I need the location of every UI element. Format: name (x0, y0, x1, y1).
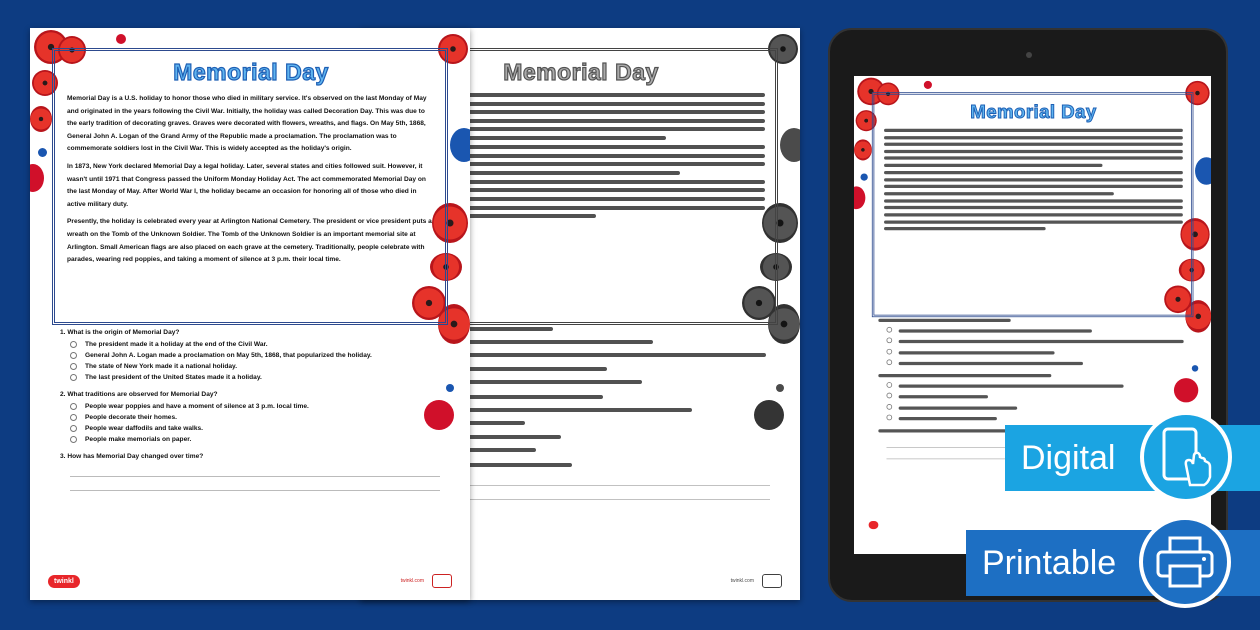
footer-text: twinkl.com (730, 578, 754, 584)
text-placeholder-line (884, 136, 1183, 139)
dot-decoration (780, 128, 800, 162)
text-placeholder-line (899, 417, 997, 420)
footer-text: twinkl.com (400, 578, 424, 584)
answer-line[interactable] (70, 477, 440, 491)
paragraph (884, 199, 1183, 230)
worksheet-title: Memorial Day (503, 59, 659, 85)
option-label: The president made it a holiday at the end of the Civil War. (85, 341, 268, 348)
text-placeholder-line (899, 384, 1124, 387)
printable-label: Printable (982, 543, 1117, 582)
radio-button[interactable] (886, 382, 892, 388)
text-placeholder-line (884, 199, 1183, 202)
answer-option[interactable] (70, 373, 440, 383)
answer-option[interactable] (886, 337, 1186, 347)
radio-button[interactable] (886, 360, 892, 366)
option-label (899, 359, 1187, 369)
question: 3. How has Memorial Day changed over time? (60, 453, 204, 460)
text-placeholder-line (899, 406, 1017, 409)
paragraph: Presently, the holiday is celebrated every year at Arlington National Cemetery. The president or vice president puts a wreath on the Tomb of the Unknown Soldier. The Tomb of the Unknown Soldier is an important memorial site at Arlington. Small American flags are also placed on each grave at the cemetery. Traditionally, people celebrate with parades, wearing red poppies, and taking a moment of silence at 3 p.m. their local time. (67, 218, 432, 264)
digital-label: Digital (1021, 438, 1116, 477)
paragraph (884, 171, 1183, 195)
option-label (899, 381, 1187, 391)
tablet-touch-icon (1140, 411, 1232, 503)
dot-decoration (1192, 365, 1198, 371)
option-label (899, 337, 1187, 347)
option-label: People wear poppies and have a moment of silence at 3 p.m. local time. (85, 403, 309, 410)
radio-button[interactable] (70, 436, 77, 443)
answer-option[interactable] (886, 326, 1186, 336)
worksheet-title: Memorial Day (970, 101, 1097, 123)
radio-button[interactable] (70, 425, 77, 432)
question: 1. What is the origin of Memorial Day? (60, 329, 180, 336)
option-label (899, 348, 1187, 358)
dot-decoration (30, 164, 44, 192)
text-placeholder-line (899, 395, 988, 398)
option-label (899, 392, 1187, 402)
badge-icon (432, 574, 452, 588)
tablet-device (828, 28, 1228, 602)
reading-passage (872, 92, 1194, 317)
answer-option[interactable] (886, 392, 1186, 402)
poppy-decoration (854, 139, 872, 160)
radio-button[interactable] (886, 349, 892, 355)
radio-button[interactable] (886, 415, 892, 421)
option-label: People decorate their homes. (85, 414, 177, 421)
text-placeholder-line (884, 164, 1102, 167)
option-label: People wear daffodils and take walks. (85, 425, 203, 432)
worksheet-title: Memorial Day (173, 59, 329, 85)
text-placeholder-line (884, 213, 1183, 216)
reading-passage (52, 48, 448, 325)
radio-button[interactable] (886, 393, 892, 399)
footer (48, 572, 452, 590)
option-label: The last president of the United States made it a holiday. (85, 374, 262, 381)
option-label: People make memorials on paper. (85, 436, 192, 443)
answer-option[interactable] (886, 348, 1186, 358)
answer-option[interactable] (70, 435, 440, 445)
text-placeholder-line (899, 362, 1083, 365)
worksheet (30, 28, 470, 600)
worksheet-page-front (30, 28, 470, 600)
radio-button[interactable] (70, 352, 77, 359)
question (878, 374, 1187, 377)
option-label (899, 414, 1187, 424)
radio-button[interactable] (886, 338, 892, 344)
radio-button[interactable] (70, 403, 77, 410)
dot-decoration (38, 148, 47, 157)
question (878, 319, 1187, 322)
dot-decoration (1195, 157, 1211, 185)
questions (60, 321, 440, 491)
dot-decoration (860, 173, 867, 180)
text-placeholder-line (884, 192, 1114, 195)
text-placeholder-line (884, 150, 1183, 153)
text-placeholder-line (884, 185, 1183, 188)
twinkl-logo: twinkl (48, 575, 80, 588)
answer-option[interactable] (886, 403, 1186, 413)
option-label: General John A. Logan made a proclamation on May 5th, 1868, that popularized the holiday. (85, 352, 372, 359)
radio-button[interactable] (886, 404, 892, 410)
printer-icon (1139, 516, 1231, 608)
text-placeholder-line (878, 319, 1011, 322)
dot-decoration (450, 128, 470, 162)
answer-option[interactable] (70, 340, 440, 350)
text-placeholder-line (884, 129, 1183, 132)
answer-option[interactable] (886, 359, 1186, 369)
answer-option[interactable] (70, 413, 440, 423)
poppy-decoration (30, 106, 52, 132)
text-placeholder-line (899, 340, 1184, 343)
answer-option[interactable] (70, 424, 440, 434)
radio-button[interactable] (70, 341, 77, 348)
text-placeholder-line (884, 157, 1183, 160)
dot-decoration (446, 384, 454, 392)
paragraph: In 1873, New York declared Memorial Day a legal holiday. Later, several states and cities followed suit. However, it wasn't until 1971 that Congress passed the Uniform Monday Holiday Act. The act commemorated Memorial Day on the last Monday of May. After World War I, the holiday became an occasion for honoring all of those who died in active military duty. (67, 162, 426, 208)
radio-button[interactable] (70, 414, 77, 421)
option-label (899, 326, 1187, 336)
paragraph: Memorial Day is a U.S. holiday to honor those who died in military service. It's observed on the last Monday of May and originated in the years following the Civil War. Initially, the holiday was called Decoration Day. This was due to the early tradition of decorating graves. Graves were decorated with flowers, wreaths, and flags. On May 5th, 1868, General John A. Logan of the Grand Army of the Republic made a proclamation. The proclamation was to commemorate soldiers lost in the Civil War. This is widely accepted as the holiday's origin. (67, 95, 427, 153)
text-placeholder-line (899, 351, 1055, 354)
text-placeholder-line (878, 374, 1051, 377)
text-placeholder-line (884, 227, 1045, 230)
badge-icon (762, 574, 782, 588)
paragraph (884, 129, 1183, 167)
text-placeholder-line (884, 143, 1183, 146)
answer-option[interactable] (886, 381, 1186, 391)
text-placeholder-line (884, 178, 1183, 181)
twinkl-logo (869, 521, 879, 529)
dot-decoration (116, 34, 126, 44)
dot-decoration (776, 384, 784, 392)
text-placeholder-line (884, 206, 1183, 209)
answer-option[interactable] (70, 362, 440, 372)
answer-option[interactable] (886, 414, 1186, 424)
text-placeholder-line (884, 220, 1183, 223)
radio-button[interactable] (70, 374, 77, 381)
option-label: The state of New York made it a national holiday. (85, 363, 238, 370)
dot-decoration (924, 81, 932, 89)
answer-option[interactable] (70, 402, 440, 412)
answer-option[interactable] (70, 351, 440, 361)
radio-button[interactable] (70, 363, 77, 370)
question: 2. What traditions are observed for Memorial Day? (60, 391, 218, 398)
radio-button[interactable] (886, 327, 892, 333)
text-placeholder-line (899, 329, 1092, 332)
dot-decoration (854, 186, 865, 209)
text-placeholder-line (884, 171, 1183, 174)
camera-icon (1026, 52, 1032, 58)
option-label (899, 403, 1187, 413)
answer-line[interactable] (70, 463, 440, 477)
